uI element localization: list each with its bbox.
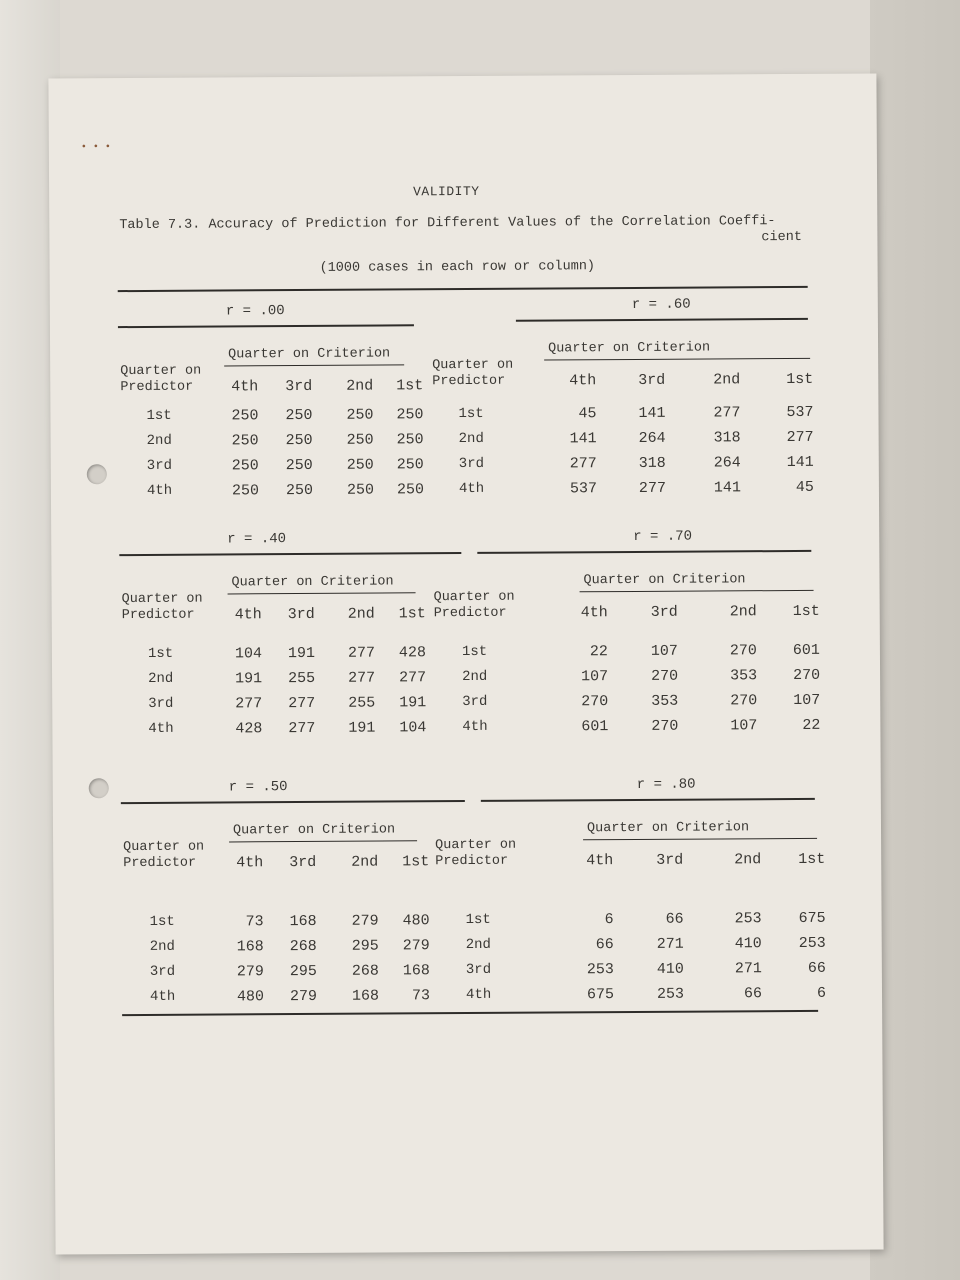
row-label: 4th xyxy=(146,482,173,499)
predictor-header-line1: Quarter on xyxy=(120,363,202,380)
correlation-label: r = .00 xyxy=(225,303,285,320)
table-cell: 253 xyxy=(656,985,685,1003)
row-label: 1st xyxy=(465,911,491,929)
correlation-label: r = .80 xyxy=(636,776,696,793)
table-cell: 264 xyxy=(638,429,666,447)
column-header: 3rd xyxy=(650,603,678,621)
criterion-underline xyxy=(228,592,416,594)
table-cell: 66 xyxy=(595,936,614,954)
column-header: 3rd xyxy=(638,371,666,389)
table-cell: 45 xyxy=(578,405,597,423)
table-cell: 6 xyxy=(604,911,614,929)
table-cell: 268 xyxy=(351,962,379,980)
column-header: 3rd xyxy=(285,377,313,396)
table-cell: 279 xyxy=(236,963,264,981)
table-cell: 270 xyxy=(793,666,821,685)
table-cell: 410 xyxy=(734,935,762,953)
table-cell: 168 xyxy=(351,987,380,1005)
table-cell: 250 xyxy=(346,431,374,449)
row-label: 2nd xyxy=(149,938,175,955)
criterion-underline xyxy=(224,364,404,366)
table-cell: 277 xyxy=(235,695,263,713)
table-cell: 480 xyxy=(236,988,265,1006)
table-cell: 255 xyxy=(288,669,316,688)
predictor-header-line1: Quarter on xyxy=(432,357,514,374)
table-cell: 22 xyxy=(589,643,608,661)
punch-hole xyxy=(89,778,109,798)
criterion-header: Quarter on Criterion xyxy=(586,820,750,837)
column-header: 2nd xyxy=(734,851,762,869)
table-cell: 277 xyxy=(399,669,427,687)
criterion-header: Quarter on Criterion xyxy=(232,822,396,839)
table-cell: 250 xyxy=(231,482,259,500)
table-cell: 107 xyxy=(793,691,821,710)
predictor-header-line2: Predictor xyxy=(433,605,507,622)
table-cell: 277 xyxy=(713,404,741,422)
table-cell: 264 xyxy=(713,454,741,472)
table-cell: 250 xyxy=(346,406,374,424)
predictor-header-line2: Predictor xyxy=(121,607,195,624)
row-label: 2nd xyxy=(148,670,174,687)
column-header: 4th xyxy=(580,604,608,622)
table-cell: 104 xyxy=(399,719,427,737)
table-cell: 295 xyxy=(351,937,379,955)
row-label: 4th xyxy=(458,480,485,498)
table-cell: 277 xyxy=(347,644,375,662)
table-cell: 191 xyxy=(399,694,427,712)
table-cell: 191 xyxy=(348,719,376,737)
table-cell: 66 xyxy=(743,985,763,1003)
table-cell: 250 xyxy=(396,456,424,474)
column-header: 4th xyxy=(569,372,597,390)
top-rule xyxy=(118,286,808,292)
row-label: 3rd xyxy=(148,695,174,712)
table-cell: 250 xyxy=(231,407,259,425)
correlation-label: r = .40 xyxy=(227,531,287,548)
table-cell: 277 xyxy=(638,479,666,497)
table-cell: 104 xyxy=(234,645,262,663)
table-cell: 270 xyxy=(729,642,757,660)
correlation-label: r = .60 xyxy=(631,296,691,313)
bottom-rule xyxy=(122,1010,818,1016)
row-label: 2nd xyxy=(465,936,491,954)
table-cell: 168 xyxy=(236,938,264,956)
criterion-header: Quarter on Criterion xyxy=(231,574,394,591)
table-cell: 537 xyxy=(786,403,814,422)
table-cell: 295 xyxy=(289,962,317,981)
table-cell: 250 xyxy=(346,456,374,474)
criterion-underline xyxy=(229,840,417,842)
table-cell: 410 xyxy=(656,960,684,978)
table-cell: 480 xyxy=(402,912,430,930)
table-cell: 107 xyxy=(581,668,609,686)
background-page-edge xyxy=(870,0,960,1280)
table-cell: 250 xyxy=(396,431,424,449)
row-label: 3rd xyxy=(146,457,173,474)
table-cell: 277 xyxy=(288,694,316,713)
table-cell: 270 xyxy=(651,667,679,685)
table-cell: 250 xyxy=(346,481,374,499)
table-cell: 271 xyxy=(656,935,684,953)
row-label: 1st xyxy=(461,643,488,661)
table-cell: 601 xyxy=(581,718,609,736)
panel-rule xyxy=(481,798,815,802)
column-header: 4th xyxy=(236,854,264,872)
table-subtitle: (1000 cases in each row or column) xyxy=(319,259,596,276)
table-cell: 353 xyxy=(730,667,758,685)
row-label: 4th xyxy=(148,720,174,737)
row-label: 2nd xyxy=(458,430,484,448)
table-cell: 250 xyxy=(396,481,424,499)
column-header: 2nd xyxy=(729,603,757,621)
table-cell: 250 xyxy=(231,457,259,475)
criterion-underline xyxy=(583,838,817,840)
table-cell: 141 xyxy=(569,430,597,448)
table-cell: 268 xyxy=(289,937,317,956)
table-cell: 6 xyxy=(816,984,827,1002)
row-label: 2nd xyxy=(146,432,172,449)
table-cell: 675 xyxy=(798,909,826,927)
table-caption: Table 7.3. Accuracy of Prediction for Different Values of the Correlation Coeffi- xyxy=(119,214,776,234)
table-cell: 168 xyxy=(402,962,430,980)
table-cell: 271 xyxy=(734,960,762,978)
row-label: 3rd xyxy=(458,455,485,473)
table-cell: 253 xyxy=(734,910,762,928)
row-label: 1st xyxy=(146,407,172,424)
panel-rule xyxy=(477,550,811,554)
table-cell: 277 xyxy=(786,428,814,447)
table-cell: 353 xyxy=(651,692,679,710)
row-label: 3rd xyxy=(462,693,488,711)
table-cell: 318 xyxy=(638,454,666,472)
predictor-header-line1: Quarter on xyxy=(123,839,205,856)
punch-hole xyxy=(87,464,107,484)
row-label: 4th xyxy=(462,718,488,736)
table-cell: 277 xyxy=(569,455,597,473)
correlation-label: r = .50 xyxy=(228,779,288,796)
predictor-header-line1: Quarter on xyxy=(435,837,517,854)
column-header: 3rd xyxy=(289,853,317,872)
table-cell: 73 xyxy=(245,913,264,931)
predictor-header-line1: Quarter on xyxy=(121,591,203,608)
table-cell: 270 xyxy=(730,692,758,710)
column-header: 1st xyxy=(792,602,820,621)
row-label: 4th xyxy=(149,988,176,1005)
table-cell: 279 xyxy=(289,987,318,1006)
table-cell: 250 xyxy=(396,406,424,424)
ink-stain: ••• xyxy=(80,142,117,154)
column-header: 4th xyxy=(586,852,614,870)
table-cell: 250 xyxy=(285,406,313,425)
column-header: 2nd xyxy=(713,371,741,389)
table-cell: 253 xyxy=(586,961,614,979)
row-label: 2nd xyxy=(462,668,488,686)
document-page xyxy=(48,73,883,1254)
row-label: 4th xyxy=(465,986,492,1004)
table-cell: 277 xyxy=(288,719,316,738)
column-header: 1st xyxy=(402,853,430,871)
section-title: VALIDITY xyxy=(413,183,480,200)
column-header: 1st xyxy=(798,850,826,868)
table-cell: 191 xyxy=(235,670,263,688)
criterion-underline xyxy=(580,590,814,592)
row-label: 1st xyxy=(149,913,175,930)
criterion-header: Quarter on Criterion xyxy=(228,346,391,363)
column-header: 3rd xyxy=(656,851,684,869)
table-cell: 22 xyxy=(802,716,821,734)
table-cell: 141 xyxy=(638,404,666,422)
table-cell: 428 xyxy=(235,720,263,738)
row-label: 1st xyxy=(458,405,484,423)
table-cell: 250 xyxy=(231,432,259,450)
panel-rule xyxy=(119,552,461,556)
row-label: 3rd xyxy=(465,961,492,979)
column-header: 3rd xyxy=(287,605,315,624)
predictor-header-line1: Quarter on xyxy=(433,589,515,606)
column-header: 1st xyxy=(786,370,814,389)
panel-rule xyxy=(121,800,465,804)
column-header: 2nd xyxy=(346,377,374,395)
table-cell: 107 xyxy=(650,642,678,660)
table-cell: 141 xyxy=(786,453,814,472)
predictor-header-line2: Predictor xyxy=(123,855,197,872)
criterion-underline xyxy=(544,358,810,361)
row-label: 3rd xyxy=(149,963,176,980)
column-header: 4th xyxy=(234,606,262,624)
table-caption-continuation: cient xyxy=(761,229,802,246)
predictor-header-line2: Predictor xyxy=(435,853,509,870)
column-header: 2nd xyxy=(347,605,375,623)
table-cell: 270 xyxy=(581,693,609,711)
column-header: 1st xyxy=(396,377,424,395)
column-header: 4th xyxy=(231,378,259,396)
table-cell: 107 xyxy=(730,717,758,735)
row-label: 1st xyxy=(147,645,174,662)
table-cell: 428 xyxy=(398,644,426,662)
table-cell: 66 xyxy=(665,910,684,928)
table-cell: 73 xyxy=(411,987,431,1005)
table-cell: 675 xyxy=(586,986,615,1004)
table-cell: 253 xyxy=(798,934,826,952)
column-header: 1st xyxy=(398,605,426,623)
table-cell: 141 xyxy=(713,479,741,497)
table-cell: 191 xyxy=(287,644,315,663)
table-cell: 45 xyxy=(795,478,814,496)
table-cell: 255 xyxy=(348,694,376,712)
table-cell: 601 xyxy=(792,641,820,660)
table-cell: 537 xyxy=(569,480,597,498)
column-header: 2nd xyxy=(351,853,379,871)
table-cell: 279 xyxy=(351,912,379,930)
table-cell: 279 xyxy=(402,937,430,955)
table-cell: 250 xyxy=(285,481,313,500)
table-cell: 168 xyxy=(289,912,317,931)
table-cell: 270 xyxy=(651,717,679,735)
criterion-header: Quarter on Criterion xyxy=(548,340,711,357)
table-cell: 66 xyxy=(807,959,826,977)
criterion-header: Quarter on Criterion xyxy=(583,572,746,589)
correlation-label: r = .70 xyxy=(633,528,693,545)
table-cell: 318 xyxy=(713,429,741,447)
panel-rule xyxy=(516,318,808,322)
predictor-header-line2: Predictor xyxy=(432,373,506,390)
table-cell: 277 xyxy=(348,669,376,687)
table-cell: 250 xyxy=(285,456,313,475)
predictor-header-line2: Predictor xyxy=(120,379,194,396)
panel-rule xyxy=(118,324,414,328)
table-cell: 250 xyxy=(285,431,313,450)
